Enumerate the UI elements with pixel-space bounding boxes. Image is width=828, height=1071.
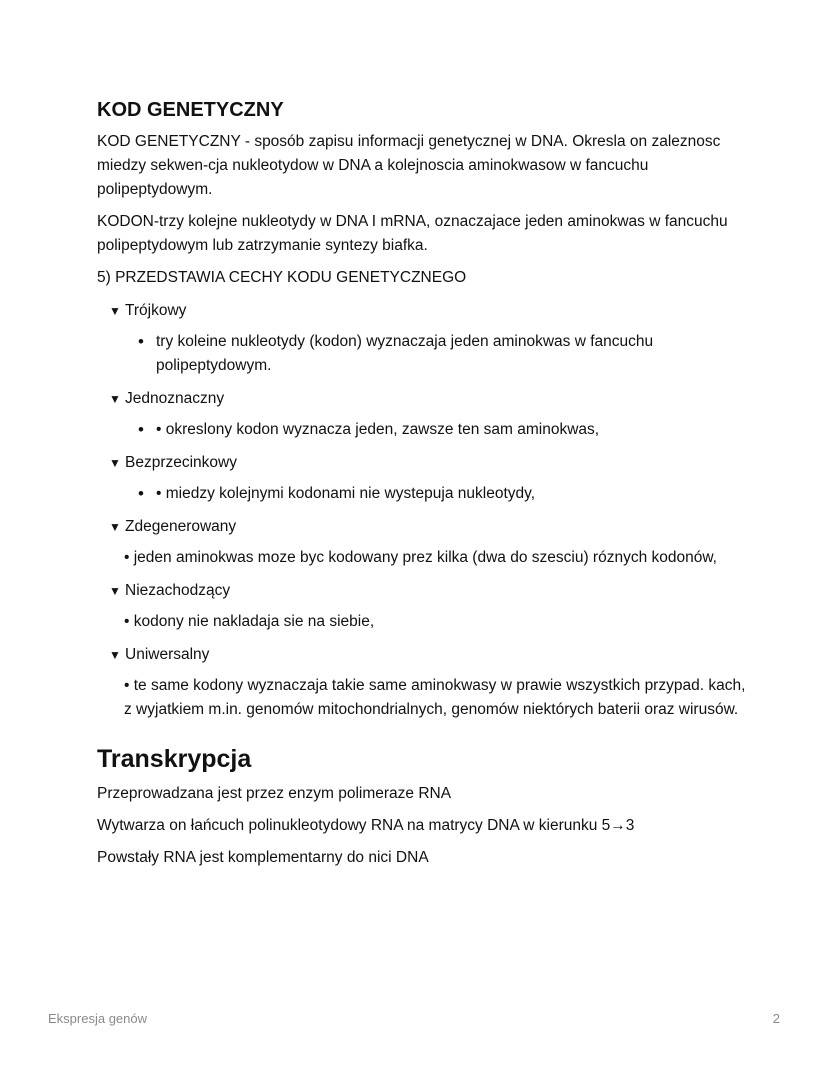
toggle-uniwersalny: [97, 642, 747, 722]
triangle-down-icon[interactable]: ▼: [109, 520, 121, 534]
toggle-header[interactable]: [109, 298, 747, 324]
list-item: • • miedzy kolejnymi kodonami nie wystepuja nukleotydy,: [156, 482, 747, 506]
toggle-bezprzecinkowy: [97, 450, 747, 506]
toggle-trojkowy: [97, 298, 747, 378]
heading-transkrypcja: Transkrypcja: [97, 745, 252, 773]
transkrypcja-line-1: Przeprowadzana jest przez enzym polimeraze RNA: [97, 785, 452, 802]
toggle-header[interactable]: [109, 514, 747, 540]
toggle-body: [124, 604, 747, 634]
toggle-title: Niezachodzący: [125, 582, 231, 599]
page-number: 2: [772, 1011, 780, 1026]
toggle-body: [124, 540, 747, 570]
transkrypcja-line-2: Wytwarza on łańcuch polinukleotydowy RNA na matrycy DNA w kierunku 5→3: [97, 817, 635, 834]
toggle-header[interactable]: [109, 386, 747, 412]
triangle-down-icon[interactable]: ▼: [109, 392, 121, 406]
toggle-text: • kodony nie nakladaja sie na siebie,: [124, 613, 375, 630]
definition-paragraph: KOD GENETYCZNY - sposób zapisu informacji genetycznej w DNA. Okresla on zaleznosc miedzy sekwen-cja nukleotydow w DNA a kolejnoscia aminokwasow w fancuchu polipeptydowym.: [97, 133, 721, 198]
footer-title: Ekspresja genów: [48, 1011, 147, 1026]
toggle-header[interactable]: [109, 450, 747, 476]
page-content: [97, 96, 747, 878]
toggle-zdegenerowany: [97, 514, 747, 570]
toggle-header[interactable]: [109, 642, 747, 668]
toggle-niezachodzacy: [97, 578, 747, 634]
transkrypcja-line-3: Powstały RNA jest komplementarny do nici DNA: [97, 849, 429, 866]
list-item: • • okreslony kodon wyznacza jeden, zawsze ten sam aminokwas,: [156, 418, 747, 442]
toggle-text: • te same kodony wyznaczaja takie same aminokwasy w prawie wszystkich przypad. kach, z wyjatkiem m.in. genomów mitochondrialnych, genomów niektórych baterii oraz wirusów.: [124, 677, 746, 718]
toggle-body: [124, 668, 747, 722]
toggle-header[interactable]: [109, 578, 747, 604]
toggle-title: Uniwersalny: [125, 646, 210, 663]
triangle-down-icon[interactable]: ▼: [109, 648, 121, 662]
toggle-title: Zdegenerowany: [125, 518, 237, 535]
triangle-down-icon[interactable]: ▼: [109, 584, 121, 598]
kodon-paragraph: KODON-trzy kolejne nukleotydy w DNA I mRNA, oznaczajace jeden aminokwas w fancuchu polipeptydowym lub zatrzymanie syntezy biafka.: [97, 213, 728, 254]
toggle-title: Trójkowy: [125, 302, 187, 319]
toggle-body: [124, 412, 747, 442]
triangle-down-icon[interactable]: ▼: [109, 456, 121, 470]
toggle-title: Jednoznaczny: [125, 390, 225, 407]
toggle-body: [124, 324, 747, 378]
list-item: • try koleine nukleotydy (kodon) wyznaczaja jeden aminokwas w fancuchu polipeptydowym.: [156, 330, 747, 378]
triangle-down-icon[interactable]: ▼: [109, 304, 121, 318]
toggle-title: Bezprzecinkowy: [125, 454, 237, 471]
toggle-jednoznaczny: [97, 386, 747, 442]
toggle-text: • jeden aminokwas moze byc kodowany prez kilka (dwa do szesciu) róznych kodonów,: [124, 549, 717, 566]
features-heading: 5) PRZEDSTAWIA CECHY KODU GENETYCZNEGO: [97, 269, 467, 286]
toggle-body: [124, 476, 747, 506]
heading-kod-genetyczny: KOD GENETYCZNY: [97, 99, 284, 121]
